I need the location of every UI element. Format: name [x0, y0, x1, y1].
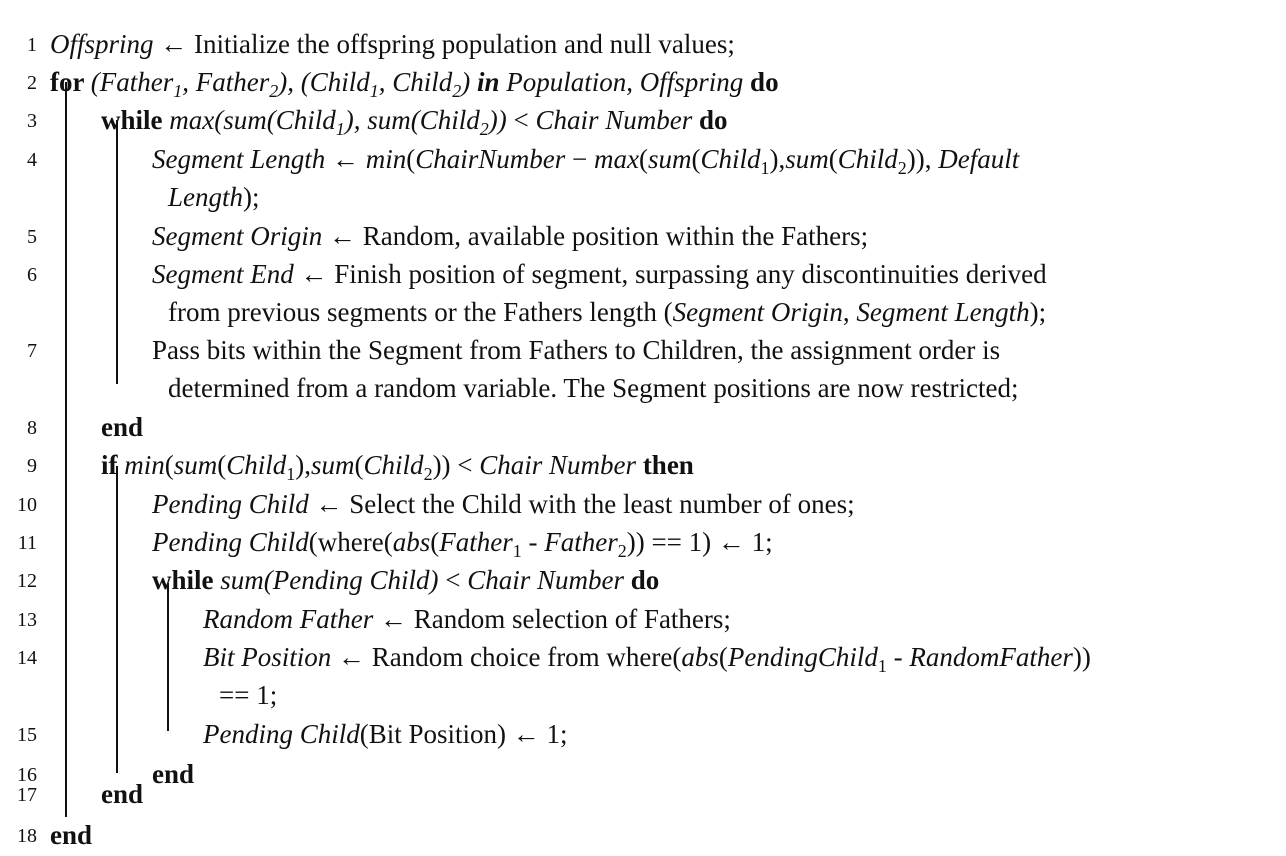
line-number: 16 — [17, 764, 37, 786]
line-text: end — [152, 759, 195, 789]
algo-line-13 — [0, 600, 1286, 638]
algo-line-3 — [0, 101, 1286, 139]
line-text: Segment Length ← min(ChairNumber − max(sum(Child$_1$),sum(Child$_2$)), Default — [152, 144, 1020, 178]
line-number: 7 — [27, 340, 37, 362]
line-text: while sum(Pending Child) < Chair Number do — [152, 565, 660, 595]
line-text: while max(sum(Child$_1$), sum(Child$_2$)) < Chair Number do — [101, 105, 728, 139]
algo-line-14-cont — [0, 676, 1286, 714]
line-text: end — [101, 412, 144, 442]
line-number: 12 — [17, 570, 37, 592]
line-number: 15 — [17, 724, 37, 746]
line-number: 6 — [27, 264, 37, 286]
line-number: 9 — [27, 455, 37, 477]
line-number: 3 — [27, 110, 37, 132]
line-number: 5 — [27, 226, 37, 248]
line-number: 1 — [27, 34, 37, 56]
algo-line-7-cont — [0, 369, 1286, 407]
line-number: 2 — [27, 72, 37, 94]
algo-line-14 — [0, 638, 1286, 676]
algo-line-6 — [0, 255, 1286, 293]
line-number: 14 — [17, 647, 37, 669]
algo-line-4 — [0, 140, 1286, 178]
line-number: 17 — [17, 784, 37, 806]
line-text: Length); — [168, 182, 260, 212]
line-text: Segment Origin ← Random, available position within the Fathers; — [152, 221, 869, 251]
line-text: Bit Position ← Random choice from where(abs(PendingChild$_1$ - RandomFather)) — [203, 642, 1091, 676]
algo-line-10 — [0, 485, 1286, 523]
line-text: Pending Child(Bit Position) ← 1; — [203, 719, 568, 749]
line-text: Offspring ← Initialize the offspring population and null values; — [50, 29, 735, 59]
line-number: 18 — [17, 825, 37, 847]
algo-line-18 — [0, 816, 1286, 854]
line-number: 8 — [27, 417, 37, 439]
line-text: == 1; — [219, 680, 278, 710]
algo-line-1 — [0, 25, 1286, 63]
line-number: 13 — [17, 609, 37, 631]
algo-line-2 — [0, 63, 1286, 101]
line-number: 10 — [17, 494, 37, 516]
algo-line-5 — [0, 217, 1286, 255]
line-number: 11 — [17, 532, 37, 554]
line-text: Pending Child ← Select the Child with the least number of ones; — [152, 489, 855, 519]
line-text: from previous segments or the Fathers length (Segment Origin, Segment Length); — [168, 297, 1047, 327]
line-text: if min(sum(Child$_1$),sum(Child$_2$)) < Chair Number then — [101, 450, 694, 484]
algo-line-7 — [0, 331, 1286, 369]
line-text: Random Father ← Random selection of Fathers; — [203, 604, 731, 634]
line-text: Pass bits within the Segment from Fathers to Children, the assignment order is — [152, 335, 1001, 365]
algo-line-8 — [0, 408, 1286, 446]
algo-line-17 — [0, 775, 1286, 813]
line-text: end — [101, 779, 144, 809]
line-text: for (Father$_1$, Father$_2$), (Child$_1$, Child$_2$) in Population, Offspring do — [50, 67, 779, 101]
line-text: Segment End ← Finish position of segment, surpassing any discontinuities derived — [152, 259, 1047, 289]
line-text: end — [50, 820, 93, 850]
algo-line-6-cont — [0, 293, 1286, 331]
algo-line-12 — [0, 561, 1286, 599]
algo-line-15 — [0, 715, 1286, 753]
algo-line-11 — [0, 523, 1286, 561]
line-text: Pending Child(where(abs(Father$_1$ - Father$_2$)) == 1) ← 1; — [152, 527, 773, 561]
line-number: 4 — [27, 149, 37, 171]
algo-line-9 — [0, 446, 1286, 484]
algo-line-4-cont — [0, 178, 1286, 216]
line-text: determined from a random variable. The Segment positions are now restricted; — [168, 373, 1019, 403]
